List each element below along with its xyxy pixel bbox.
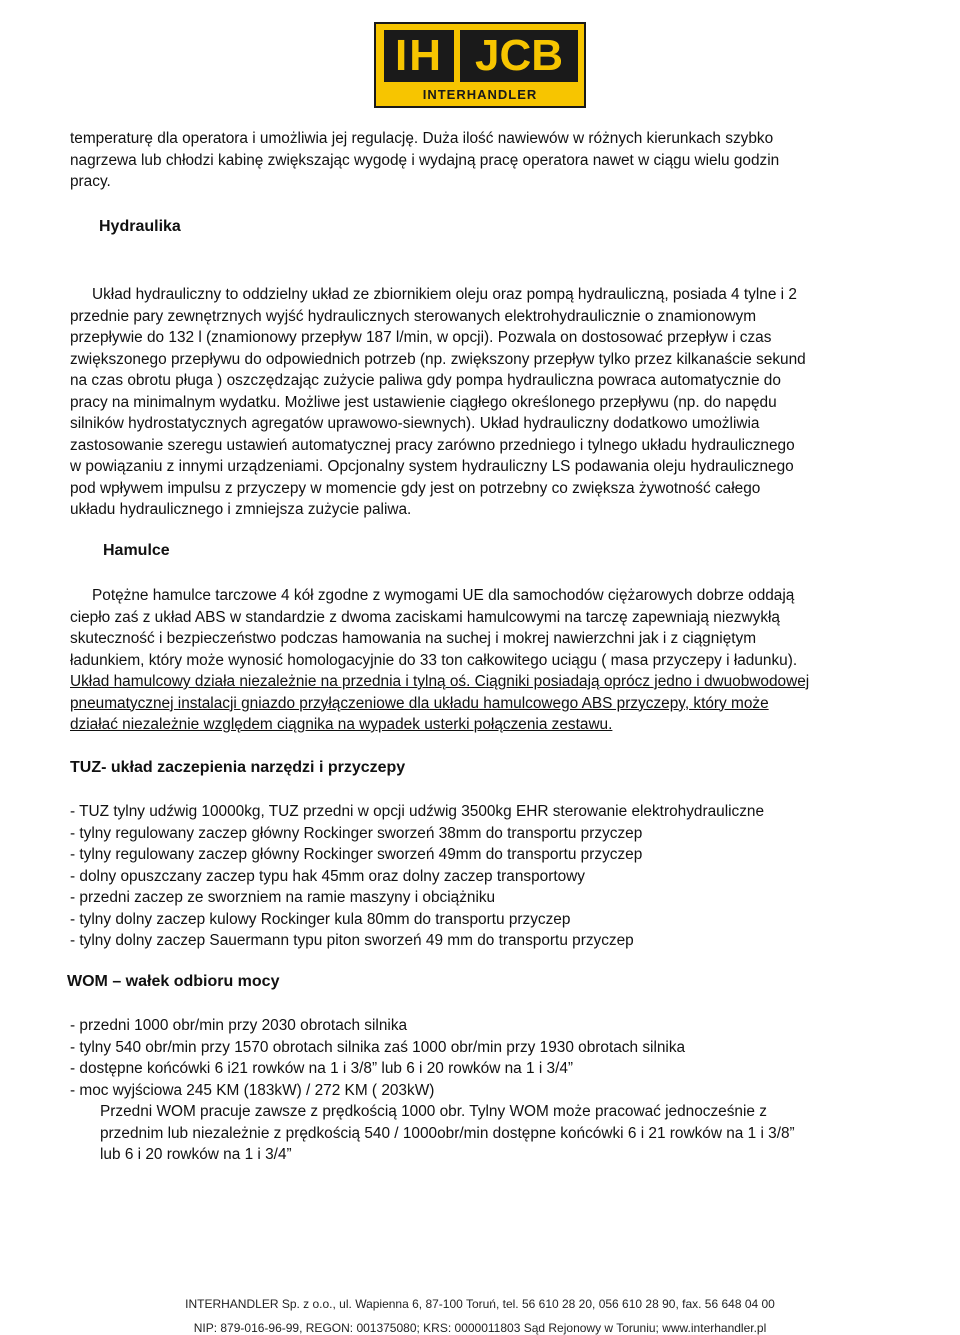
hydraulika-line: zwiększonego przepływu do odpowiednich potrzeb (np. zwiększony przepływ tylko przez kilkanaście sekund [70,350,806,368]
tuz-list [70,801,930,952]
wom-list-item: - przedni 1000 obr/min przy 2030 obrotach silnika [70,1017,408,1034]
logo-subtitle: INTERHANDLER [422,87,538,102]
tuz-list-item: - tylny regulowany zaczep główny Rockinger sworzeń 49mm do transportu przyczep [70,846,643,863]
hamulce-line: Potężne hamulce tarczowe 4 kół zgodne z wymogami UE dla samochodów ciężarowych dobrze oddają [92,587,795,604]
footer-address: INTERHANDLER Sp. z o.o., ul. Wapienna 6, 87-100 Toruń, tel. 56 610 28 20, 056 610 28 90, fax. 56 648 04 00 [185,1297,775,1311]
hamulce-underlined-line: pneumatycznej instalacji gniazdo przyłączeniowe dla układu hamulcowego ABS przyczepy, który może [70,694,769,712]
hydraulika-line: w powiązaniu z innymi urządzeniami. Opcjonalny system hydrauliczny LS podawania oleju hydraulicznego [70,458,794,475]
hydraulika-line: silników hydrostatycznych agregatów uprawowo-siewnych). Układ hydrauliczny dodatkowo umożliwia [70,415,760,432]
hydraulika-line: przednie pary zewnętrznych wyjść hydraulicznych sterowanych elektrohydraulicznie o znamionowym [70,307,757,325]
wom-note-line: przednim lub niezależnie z prędkością 540 / 1000obr/min dostępne końcówki 6 i 21 rowków na 1 i 3/8” [100,1124,795,1142]
intro-line: nagrzewa lub chłodzi kabinę zwiększając wygodę i wydajną pracę operatora nawet w ciągu wielu godzin [70,151,780,169]
hydraulika-line: układu hydraulicznego i zmniejsza zużycie paliwa. [70,501,412,518]
hamulce-line: ładunkiem, który może wynosić homologacyjnie do 33 ton całkowitego uciągu ( masa przyczepy i ładunku). [70,651,798,669]
wom-list-item: - dostępne końcówki 6 i21 rowków na 1 i 3/8” lub 6 i 20 rowków na 1 i 3/4” [70,1060,574,1077]
logo-ih-mark: IH [384,30,454,82]
tuz-heading: TUZ- układ zaczepienia narzędzi i przyczepy [70,759,406,776]
company-logo [374,22,586,108]
intro-paragraph [70,128,930,193]
tuz-list-item: - dolny opuszczany zaczep typu hak 45mm oraz dolny zaczep transportowy [70,867,585,885]
wom-heading: WOM – wałek odbioru mocy [67,973,280,990]
tuz-list-item: - tylny dolny zaczep kulowy Rockinger kula 80mm do transportu przyczep [70,910,571,928]
hydraulika-paragraph [70,284,930,521]
intro-line: temperaturę dla operatora i umożliwia jej regulację. Duża ilość nawiewów w różnych kierunkach szybko [70,130,774,147]
hamulce-line: ciepło zaś z układ ABS w standardzie z dwoma zaciskami hamulcowymi na tarczę zapewniają niezwykłą [70,608,780,626]
intro-line: pracy. [70,173,111,190]
hydraulika-heading: Hydraulika [99,218,181,235]
hamulce-underlined-line: działać niezależnie względem ciągnika na wypadek usterki połączenia zestawu. [70,716,613,733]
hydraulika-line: na czas obrotu pługa ) oszczędzając zużycie paliwa gdy pompa hydrauliczna powraca automatycznie do [70,372,781,389]
tuz-list-item: - tylny dolny zaczep Sauermann typu piton sworzeń 49 mm do transportu przyczep [70,932,634,949]
tuz-list-item: - przedni zaczep ze sworzniem na ramie maszyny i obciążniku [70,889,496,906]
wom-list-item: - moc wyjściowa 245 KM (183kW) / 272 KM ( 203kW) [70,1081,435,1099]
tuz-list-item: - tylny regulowany zaczep główny Rockinger sworzeń 38mm do transportu przyczep [70,824,643,842]
footer-registration: NIP: 879-016-96-99, REGON: 001375080; KRS: 0000011803 Sąd Rejonowy w Toruniu; www.interhandler.pl [193,1321,767,1335]
wom-list-item: - tylny 540 obr/min przy 1570 obrotach silnika zaś 1000 obr/min przy 1930 obrotach silnika [70,1038,686,1056]
wom-note-line: Przedni WOM pracuje zawsze z prędkością 1000 obr. Tylny WOM może pracować jednocześnie z [100,1103,767,1120]
hydraulika-line: zastosowanie szeregu ustawień automatycznej pracy zarówno przedniego i tylnego układu hydraulicznego [70,436,795,454]
hydraulika-line: pod wpływem impulsu z przyczepy w momencie gdy jest on potrzebny co zwiększa żywotność całego [70,479,761,497]
wom-note-line: lub 6 i 20 rowków na 1 i 3/4” [100,1146,292,1163]
hydraulika-line: pracy na minimalnym wydatku. Możliwe jest ustawienie ciągłego określonego przepływu (np. do napędu [70,393,777,411]
hamulce-underlined-line: Układ hamulcowy działa niezależnie na przednia i tylną oś. Ciągniki posiadają oprócz jedno i dwuobwodowej [70,673,810,690]
logo-jcb-mark: JCB [460,30,578,82]
hydraulika-line: przepływie do 132 l (znamionowy przepływ 187 l/min, w opcji). Pozwala on dostosować przepływ i czas [70,329,772,346]
hamulce-heading: Hamulce [103,542,170,559]
wom-list [70,1015,930,1166]
hamulce-line: skuteczność i bezpieczeństwo podczas hamowania na suchej i mokrej nawierzchni jak i z ciągniętym [70,630,757,647]
hydraulika-line: Układ hydrauliczny to oddzielny układ ze zbiornikiem oleju oraz pompą hydrauliczną, posiada 4 tylne i 2 [92,286,797,303]
tuz-list-item: - TUZ tylny udźwig 10000kg, TUZ przedni w opcji udźwig 3500kg EHR sterowanie elektrohydrauliczne [70,803,765,820]
hamulce-paragraph [70,585,930,736]
